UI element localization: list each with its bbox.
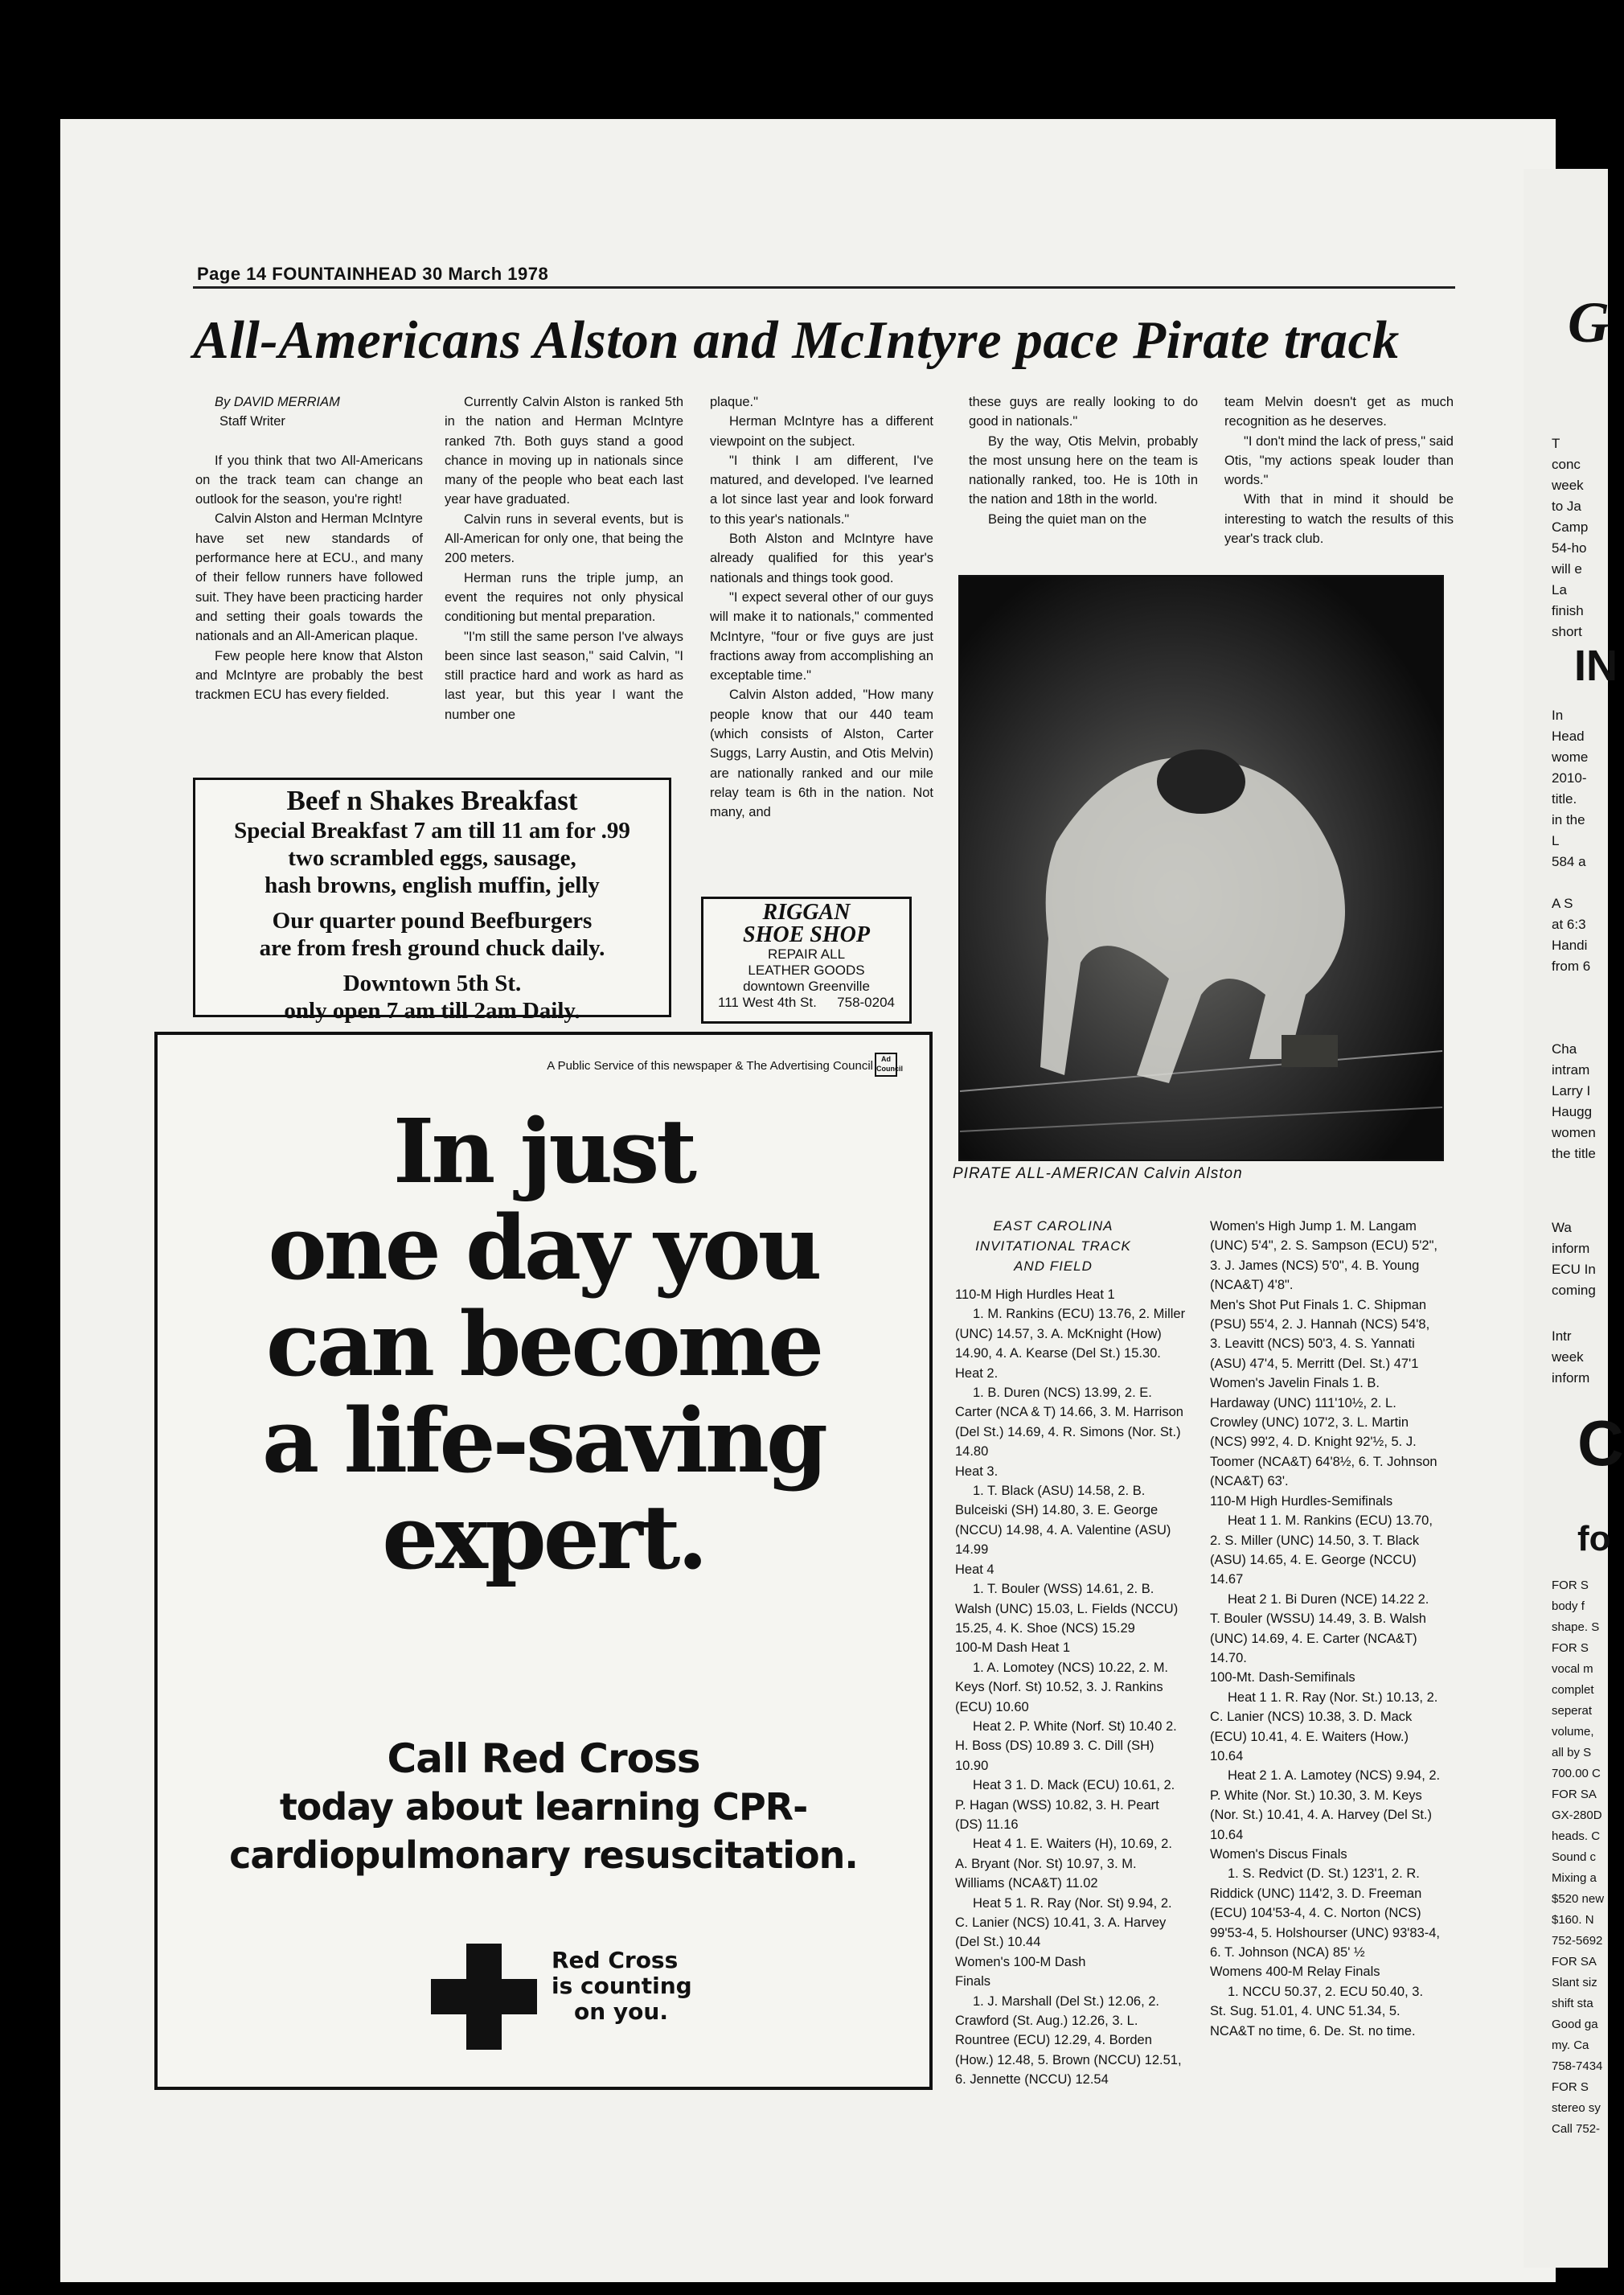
results-entry: 1. NCCU 50.37, 2. ECU 50.40, 3. St. Sug. 51.01, 4. UNC 51.34, 5. NCA&T no time, 6. De. St. no time. bbox=[1210, 1984, 1424, 2038]
sprinter-silhouette-image bbox=[960, 577, 1442, 1160]
results-entry: 1. A. Lomotey (NCS) 10.22, 2. M. Keys (Norf. St) 10.52, 3. J. Rankins (ECU) 10.60 bbox=[955, 1660, 1169, 1714]
adjacent-page-heading: fo bbox=[1577, 1519, 1611, 1558]
ad-call-to-action bbox=[158, 1735, 929, 1879]
adjacent-page-text bbox=[1552, 0, 1624, 2295]
adjacent-page-fragment: 54-ho bbox=[1552, 540, 1587, 556]
results-entry: 1. T. Black (ASU) 14.58, 2. B. Bulceiski (SH) 14.80, 3. E. George (NCCU) 14.98, 4. A. Valentine (ASU) 14.99 bbox=[955, 1484, 1171, 1558]
ad-headline-line: one day you bbox=[268, 1196, 819, 1299]
adjacent-page-heading: C bbox=[1577, 1407, 1624, 1479]
article-paragraph: With that in mind it should be interesting to watch the results of this year's track club. bbox=[1224, 492, 1454, 547]
adjacent-page-fragment: $520 new bbox=[1552, 1892, 1605, 1906]
article-paragraph: Currently Calvin Alston is ranked 5th in the nation and Herman McIntyre ranked 7th. Both guys stand a good chance in moving up in nationals since many of the people who beat each last year have graduated. bbox=[445, 395, 683, 507]
results-entry: Heat 4 bbox=[955, 1562, 994, 1577]
red-cross-tagline bbox=[552, 1948, 692, 2025]
photo-caption: PIRATE ALL-AMERICAN Calvin Alston bbox=[953, 1165, 1243, 1182]
adjacent-page-fragment: Slant siz bbox=[1552, 1976, 1597, 1989]
tagline-line: Red Cross bbox=[552, 1947, 679, 1973]
article-column-4 bbox=[969, 392, 1198, 559]
results-column-1 bbox=[955, 1285, 1187, 2145]
results-entry: Men's Shot Put Finals 1. C. Shipman (PSU) 55'4, 2. J. Hannah (NCS) 54'8, 3. Leavitt (NCS) 50'3, 4. S. Yannati (ASU) 47'4, 5. Merritt (Del. St.) 47'1 bbox=[1210, 1297, 1430, 1371]
adjacent-page-fragment: Good ga bbox=[1552, 2018, 1598, 2031]
red-cross-cpr-ad bbox=[154, 1032, 933, 2090]
adjacent-page-fragment: stereo sy bbox=[1552, 2101, 1601, 2115]
adjacent-page-fragment: Cha bbox=[1552, 1041, 1577, 1057]
adjacent-page-fragment: women bbox=[1552, 1125, 1596, 1140]
beef-ad-line: are from fresh ground chuck daily. bbox=[259, 935, 605, 961]
adjacent-page-fragment: short bbox=[1552, 624, 1582, 639]
article-paragraph: "I don't mind the lack of press," said Otis, "my actions speak louder than words." bbox=[1224, 433, 1454, 488]
adjacent-page-fragment: FOR SA bbox=[1552, 1955, 1597, 1969]
article-paragraph: plaque." bbox=[710, 395, 758, 409]
ad-headline-line: can become bbox=[265, 1292, 822, 1396]
adjacent-page-fragment: 700.00 C bbox=[1552, 1767, 1601, 1780]
results-entry: Heat 1 1. R. Ray (Nor. St.) 10.13, 2. C. Lanier (NCS) 10.38, 3. D. Mack (ECU) 10.41, 4. E. Waiters (How.) 10.64 bbox=[1210, 1689, 1438, 1763]
adjacent-page-fragment: to Ja bbox=[1552, 499, 1581, 514]
results-entry: Womens 400-M Relay Finals bbox=[1210, 1965, 1380, 1980]
article-column-3 bbox=[710, 392, 933, 893]
riggan-phone: 758-0204 bbox=[837, 995, 895, 1010]
results-entry: 1. B. Duren (NCS) 13.99, 2. E. Carter (NCA & T) 14.66, 3. M. Harrison (Del St.) 14.69, 4. R. Simons (Nor. St.) 14.80 bbox=[955, 1386, 1183, 1460]
adjacent-page-heading: IN bbox=[1574, 642, 1618, 690]
beef-ad-line: Our quarter pound Beefburgers bbox=[272, 908, 593, 934]
riggan-line: LEATHER GOODS bbox=[748, 963, 865, 978]
adjacent-page-fragment: shift sta bbox=[1552, 1997, 1593, 2010]
riggan-line: downtown Greenville bbox=[743, 979, 870, 994]
article-paragraph: "I'm still the same person I've always been since last season," said Calvin, "I still practice hard and work as hard as last year, but this year I want the number one bbox=[445, 629, 683, 722]
adjacent-page-fragment: conc bbox=[1552, 457, 1581, 472]
results-entry: 1. S. Redvict (D. St.) 123'1, 2. R. Riddick (UNC) 114'2, 3. D. Freeman (ECU) 104'53-4, 4. C. Norton (NCS) 99'53-4, 5. Holshourser (UNC) 93'83-4, 6. T. Johnson (NCA) 85' ½ bbox=[1210, 1866, 1441, 1960]
article-paragraph: Calvin runs in several events, but is All-American for only one, that being the 200 meters. bbox=[445, 511, 683, 566]
results-entry: Heat 1 1. M. Rankins (ECU) 13.70, 2. S. Miller (UNC) 14.50, 3. T. Black (ASU) 14.65, 4. E. George (NCCU) 14.67 bbox=[1210, 1513, 1433, 1587]
article-paragraph: Calvin Alston added, "How many people know that our 440 team (which consists of Alston, Carter Suggs, Larry Austin, and Otis Melvin) are nationally ranked and our mile relay team is 6th in the nation. Not many, and bbox=[710, 688, 933, 820]
adjacent-page-fragment: volume, bbox=[1552, 1725, 1594, 1739]
article-column-5 bbox=[1224, 392, 1454, 559]
results-entry: Heat 2. P. White (Norf. St) 10.40 2. H. Boss (DS) 10.89 3. C. Dill (SH) 10.90 bbox=[955, 1718, 1177, 1773]
adjacent-page-fragment: 2010- bbox=[1552, 770, 1587, 786]
adjacent-page-fragment: seperat bbox=[1552, 1704, 1593, 1718]
results-title-line: INVITATIONAL TRACK bbox=[975, 1238, 1131, 1254]
adjacent-page-fragment: Call 752- bbox=[1552, 2122, 1601, 2136]
adjacent-page-fragment: FOR S bbox=[1552, 1579, 1589, 1592]
results-title-line: EAST CAROLINA bbox=[993, 1218, 1113, 1234]
adjacent-page-fragment: Intr bbox=[1552, 1328, 1572, 1344]
results-entry: 100-Mt. Dash-Semifinals bbox=[1210, 1670, 1355, 1685]
article-paragraph: Herman runs the triple jump, an event the requires not only physical conditioning but mental preparation. bbox=[445, 570, 683, 625]
adjacent-page-fragment: from 6 bbox=[1552, 959, 1591, 974]
results-entry: 110-M High Hurdles-Semifinals bbox=[1210, 1493, 1393, 1509]
adjacent-page-fragment: Haugg bbox=[1552, 1104, 1593, 1119]
adjacent-page-heading: G bbox=[1568, 290, 1610, 355]
adjacent-page-fragment: T bbox=[1552, 436, 1560, 451]
adjacent-page-fragment: heads. C bbox=[1552, 1829, 1601, 1843]
results-entry: 1. J. Marshall (Del St.) 12.06, 2. Crawford (St. Aug.) 12.26, 3. L. Rountree (ECU) 12.29, 4. Borden (How.) 12.48, 5. Brown (NCCU) 12.51, 6. Jennette (NCCU) 12.54 bbox=[955, 1993, 1182, 2088]
ad-call-line: Call Red Cross bbox=[387, 1735, 700, 1782]
adjacent-page-fragment: L bbox=[1552, 833, 1560, 848]
beef-ad-line: hash browns, english muffin, jelly bbox=[265, 872, 600, 898]
adjacent-page-fragment: 758-7434 bbox=[1552, 2059, 1603, 2073]
adjacent-page-fragment: complet bbox=[1552, 1683, 1594, 1697]
beef-n-shakes-ad bbox=[193, 778, 671, 1024]
article-paragraph: Calvin Alston and Herman McIntyre have set new standards of performance here at ECU., and many of their fellow runners have followed suit. They have been practicing harder and setting their goals towards the nationals and an All-American plaque. bbox=[195, 511, 423, 644]
adjacent-page-fragment: finish bbox=[1552, 603, 1584, 618]
results-entry: Heat 2 1. Bi Duren (NCE) 14.22 2. T. Bouler (WSSU) 14.49, 3. B. Walsh (UNC) 14.69, 4. E. Carter (NCA&T) 14.70. bbox=[1210, 1591, 1429, 1665]
tagline-line: is counting bbox=[552, 1973, 692, 1999]
riggan-subname: SHOE SHOP bbox=[743, 922, 870, 947]
adjacent-page-fragment: coming bbox=[1552, 1283, 1596, 1298]
article-paragraph: "I think I am different, I've matured, and developed. I've learned a lot since last year and look forward to this year's nationals." bbox=[710, 453, 933, 527]
article-paragraph: If you think that two All-Americans on the track team can change an outlook for the season, you're right! bbox=[195, 453, 423, 507]
article-column-1 bbox=[195, 392, 423, 765]
article-column-2 bbox=[445, 392, 683, 765]
results-title bbox=[957, 1216, 1150, 1276]
results-entry: Finals bbox=[955, 1974, 991, 1989]
athlete-photo bbox=[958, 575, 1444, 1161]
adjacent-page-fragment: inform bbox=[1552, 1370, 1590, 1386]
article-paragraph: Herman McIntyre has a different viewpoint on the subject. bbox=[710, 414, 933, 449]
results-entry: 110-M High Hurdles Heat 1 bbox=[955, 1287, 1115, 1302]
psa-credit: A Public Service of this newspaper & The Advertising Council bbox=[547, 1059, 873, 1073]
beef-ad-line: Downtown 5th St. bbox=[342, 971, 522, 996]
results-entry: Heat 2 1. A. Lamotey (NCS) 9.94, 2. P. White (Nor. St.) 10.30, 3. M. Keys (Nor. St.) 10.41, 4. A. Harvey (Del St.) 10.64 bbox=[1210, 1768, 1441, 1842]
adjacent-page-fragment: Wa bbox=[1552, 1220, 1572, 1235]
adjacent-page-fragment: my. Ca bbox=[1552, 2038, 1589, 2052]
results-entry: Heat 5 1. R. Ray (Nor. St) 9.94, 2. C. Lanier (NCS) 10.41, 3. A. Harvey (Del St.) 10.44 bbox=[955, 1895, 1172, 1950]
adjacent-page-fragment: Larry I bbox=[1552, 1083, 1591, 1098]
adjacent-page-fragment: La bbox=[1552, 582, 1567, 597]
ad-headline-line: a life-saving bbox=[262, 1389, 825, 1492]
adjacent-page-fragment: body f bbox=[1552, 1599, 1585, 1613]
adjacent-page-fragment: title. bbox=[1552, 791, 1577, 807]
article-paragraph: By the way, Otis Melvin, probably the most unsung here on the team is nationally ranked, too. He is 10th in the nation and 18th in the world. bbox=[969, 433, 1198, 507]
adjacent-page-fragment: vocal m bbox=[1552, 1662, 1593, 1676]
article-paragraph: these guys are really looking to do good in nationals." bbox=[969, 395, 1198, 429]
ad-headline bbox=[158, 1099, 929, 1589]
tagline-line: on you. bbox=[574, 1998, 668, 2025]
page-header: Page 14 FOUNTAINHEAD 30 March 1978 bbox=[197, 264, 549, 284]
article-paragraph: "I expect several other of our guys will make it to nationals," commented McIntyre, "four or five guys are just fractions away from accomplishing an exceptable time." bbox=[710, 589, 933, 684]
adjacent-page-fragment: In bbox=[1552, 708, 1564, 723]
adjacent-page-fragment: inform bbox=[1552, 1241, 1590, 1256]
beef-ad-line: only open 7 am till 2am Daily. bbox=[284, 998, 580, 1024]
riggan-name: RIGGAN bbox=[762, 900, 851, 925]
ad-headline-line: expert. bbox=[382, 1485, 705, 1589]
red-cross-icon bbox=[431, 1944, 537, 2050]
adjacent-page-fragment: will e bbox=[1552, 561, 1582, 577]
beef-ad-line: two scrambled eggs, sausage, bbox=[288, 845, 576, 871]
article-paragraph: Being the quiet man on the bbox=[988, 511, 1147, 527]
article-paragraph: Few people here know that Alston and McIntyre are probably the best trackmen ECU has every fielded. bbox=[195, 648, 423, 703]
results-entry: 100-M Dash Heat 1 bbox=[955, 1640, 1071, 1656]
adjacent-page-fragment: FOR SA bbox=[1552, 1788, 1597, 1801]
adjacent-page-fragment: GX-280D bbox=[1552, 1808, 1602, 1822]
article-paragraph: team Melvin doesn't get as much recognition as he deserves. bbox=[1224, 395, 1454, 429]
adjacent-page-fragment: 584 a bbox=[1552, 854, 1586, 869]
adjacent-page-fragment: week bbox=[1552, 1349, 1584, 1365]
adjacent-page-fragment: ECU In bbox=[1552, 1262, 1596, 1277]
adjacent-page-fragment: A S bbox=[1552, 896, 1573, 911]
adjacent-page-fragment: all by S bbox=[1552, 1746, 1592, 1759]
adjacent-page-fragment: Sound c bbox=[1552, 1850, 1597, 1864]
adjacent-page-fragment: in the bbox=[1552, 812, 1585, 827]
riggan-line: REPAIR ALL bbox=[767, 946, 846, 962]
results-entry: Heat 4 1. E. Waiters (H), 10.69, 2. A. Bryant (Nor. St) 10.97, 3. M. Williams (NCA&T) 11.02 bbox=[955, 1837, 1172, 1891]
results-entry: Heat 3. bbox=[955, 1464, 999, 1479]
adjacent-page-fragment: wome bbox=[1552, 749, 1589, 765]
results-entry: Women's Javelin Finals 1. B. Hardaway (UNC) 111'10½, 2. L. Crowley (UNC) 107'2, 3. L. Martin (NCS) 99'2, 4. D. Knight 92'½, 5. J. Toomer (NCA&T) 64'8½, 6. T. Johnson (NCA&T) 63'. bbox=[1210, 1376, 1437, 1489]
adjacent-page-fragment: at 6:3 bbox=[1552, 917, 1586, 932]
results-entry: Women's High Jump 1. M. Langam (UNC) 5'4", 2. S. Sampson (ECU) 5'2", 3. J. James (NCS) 5'0", 4. B. Young (NCA&T) 4'8". bbox=[1210, 1219, 1438, 1293]
adjacent-page-fragment: FOR S bbox=[1552, 1641, 1589, 1655]
adjacent-page-fragment: Mixing a bbox=[1552, 1871, 1597, 1885]
results-entry: 1. M. Rankins (ECU) 13.76, 2. Miller (UNC) 14.57, 3. A. McKnight (How) 14.90, 4. A. Kearse (Del St.) 15.30. bbox=[955, 1307, 1186, 1361]
results-title-line: AND FIELD bbox=[1014, 1258, 1093, 1274]
results-entry: Heat 2. bbox=[955, 1365, 999, 1381]
header-rule bbox=[193, 286, 1455, 289]
beef-ad-line: Special Breakfast 7 am till 11 am for .99 bbox=[234, 818, 630, 844]
byline-role: Staff Writer bbox=[219, 414, 285, 429]
adjacent-page-fragment: shape. S bbox=[1552, 1620, 1600, 1634]
ad-council-logo: Ad Council bbox=[875, 1053, 897, 1077]
adjacent-page-fragment: Handi bbox=[1552, 938, 1588, 953]
results-entry: Women's 100-M Dash bbox=[955, 1954, 1086, 1969]
results-entry: Women's Discus Finals bbox=[1210, 1847, 1347, 1862]
adjacent-page-fragment: intram bbox=[1552, 1062, 1590, 1078]
adjacent-page-fragment: week bbox=[1552, 478, 1584, 493]
results-entry: 1. T. Bouler (WSS) 14.61, 2. B. Walsh (UNC) 15.03, L. Fields (NCCU) 15.25, 4. K. Shoe (NCS) 15.29 bbox=[955, 1582, 1179, 1636]
article-headline: All-Americans Alston and McIntyre pace Pirate track bbox=[193, 310, 1400, 370]
ad-call-line: cardiopulmonary resuscitation. bbox=[229, 1833, 858, 1877]
beef-ad-title: Beef n Shakes Breakfast bbox=[286, 785, 578, 816]
adjacent-page-fragment: 752-5692 bbox=[1552, 1934, 1603, 1948]
riggan-address: 111 West 4th St. bbox=[718, 995, 817, 1010]
riggan-shoe-shop-ad bbox=[701, 897, 912, 1024]
adjacent-page-fragment: $160. N bbox=[1552, 1913, 1594, 1927]
adjacent-page-fragment: Head bbox=[1552, 729, 1585, 744]
article-paragraph: Both Alston and McIntyre have already qualified for this year's nationals and things took good. bbox=[710, 532, 933, 585]
adjacent-page-fragment: FOR S bbox=[1552, 2080, 1589, 2094]
byline: By DAVID MERRIAM bbox=[215, 395, 340, 409]
adjacent-page-fragment: the title bbox=[1552, 1146, 1596, 1161]
adjacent-page-fragment: Camp bbox=[1552, 519, 1589, 535]
ad-headline-line: In just bbox=[392, 1099, 695, 1203]
results-entry: Heat 3 1. D. Mack (ECU) 10.61, 2. P. Hagan (WSS) 10.82, 3. H. Peart (DS) 11.16 bbox=[955, 1778, 1175, 1832]
results-column-2 bbox=[1210, 1217, 1442, 2149]
ad-call-line: today about learning CPR- bbox=[279, 1785, 808, 1829]
